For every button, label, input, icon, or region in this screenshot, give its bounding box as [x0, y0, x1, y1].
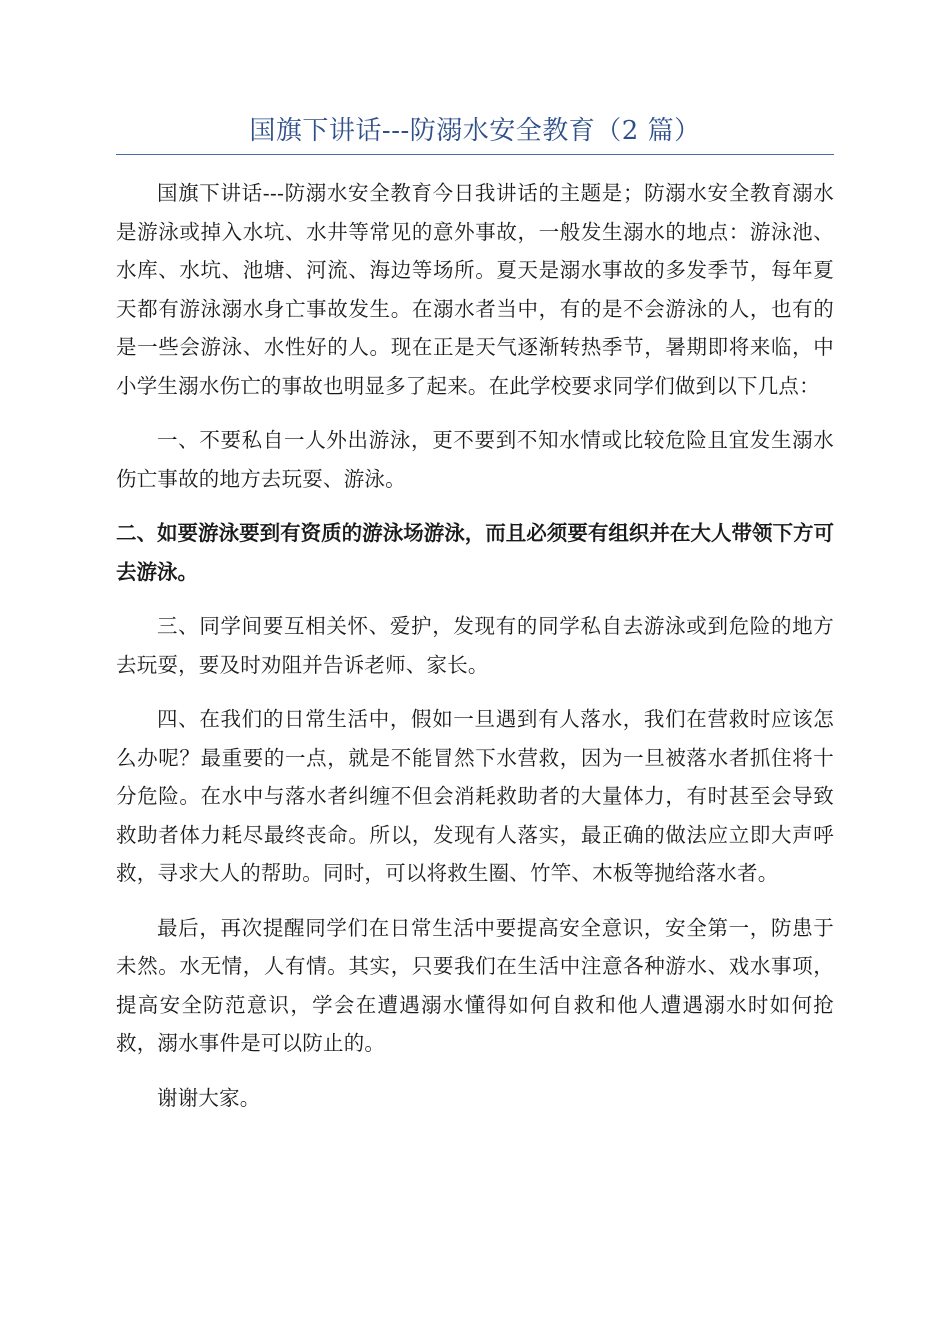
title-underline	[116, 154, 834, 155]
paragraph-intro: 国旗下讲话---防溺水安全教育今日我讲话的主题是；防溺水安全教育溺水是游泳或掉入水坑、水井等常见的意外事故，一般发生溺水的地点：游泳池、水库、水坑、池塘、河流、海边等场所。夏天是溺水事故的多发季节，每年夏天都有游泳溺水身亡事故发生。在溺水者当中，有的是不会游泳的人，也有的是一些会游泳、水性好的人。现在正是天气逐渐转热季节，暑期即将来临，中小学生溺水伤亡的事故也明显多了起来。在此学校要求同学们做到以下几点：	[116, 181, 834, 398]
document-body	[116, 174, 834, 1133]
paragraph-point-2: 二、如要游泳要到有资质的游泳场游泳，而且必须要有组织并在大人带领下方可去游泳。	[116, 521, 834, 584]
paragraph-thanks: 谢谢大家。	[157, 1085, 261, 1110]
paragraph-point-3: 三、同学间要互相关怀、爱护，发现有的同学私自去游泳或到危险的地方去玩耍，要及时劝阻并告诉老师、家长。	[116, 614, 834, 677]
paragraph-point-1: 一、不要私自一人外出游泳，更不要到不知水情或比较危险且宜发生溺水伤亡事故的地方去玩耍、游泳。	[116, 428, 834, 491]
paragraph-conclusion: 最后，再次提醒同学们在日常生活中要提高安全意识，安全第一，防患于未然。水无情，人有情。其实，只要我们在生活中注意各种游水、戏水事项，提高安全防范意识，学会在遭遇溺水懂得如何自救和他人遭遇溺水时如何抢救，溺水事件是可以防止的。	[116, 915, 834, 1055]
document-title: 国旗下讲话---防溺水安全教育（2 篇）	[249, 116, 701, 146]
paragraph-point-4: 四、在我们的日常生活中，假如一旦遇到有人落水，我们在营救时应该怎么办呢？最重要的一点，就是不能冒然下水营救，因为一旦被落水者抓住将十分危险。在水中与落水者纠缠不但会消耗救助者的大量体力，有时甚至会导致救助者体力耗尽最终丧命。所以，发现有人落实，最正确的做法应立即大声呼救，寻求大人的帮助。同时，可以将救生圈、竹竿、木板等抛给落水者。	[116, 707, 834, 885]
